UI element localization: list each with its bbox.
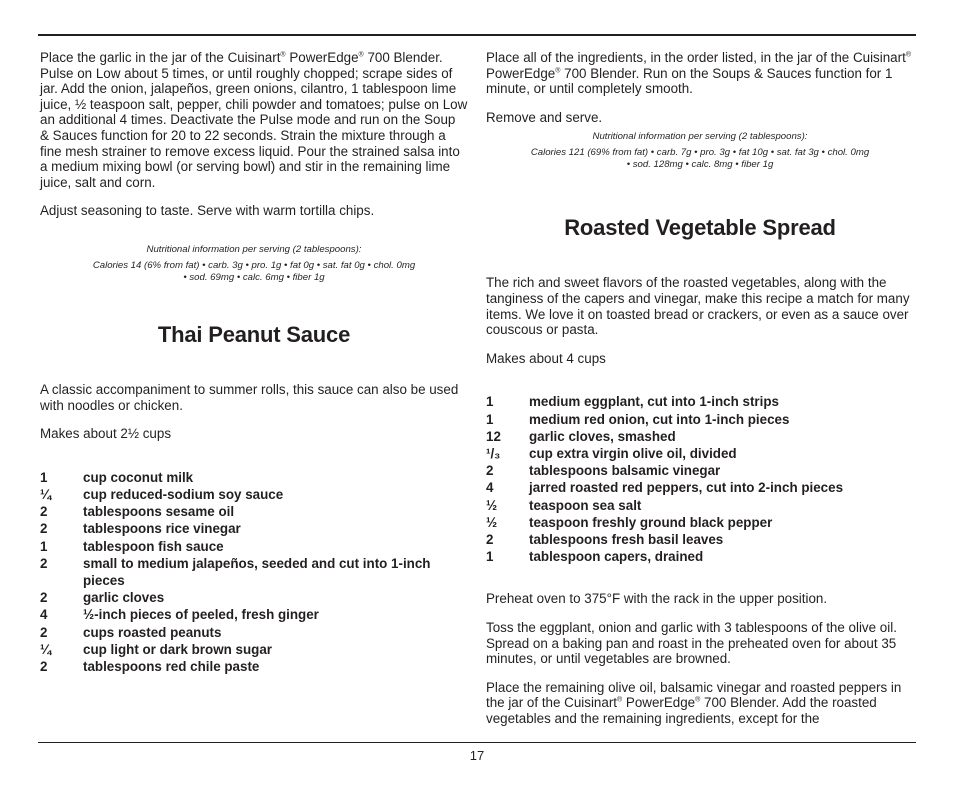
ingredient-row — [486, 548, 914, 565]
ingredient-text: cup light or dark brown sugar — [83, 641, 272, 657]
ingredient-text: cup reduced-sodium soy sauce — [83, 486, 284, 502]
veg-place-paragraph: Place the remaining olive oil, balsamic vinegar and roasted peppers in the jar of the Cuisinart® PowerEdge® 700 Blender. Add the roasted vegetables and the remaining ingredients, except for the — [486, 679, 902, 726]
veg-intro-paragraph: The rich and sweet flavors of the roasted vegetables, along with the tanginess of the capers and vinegar, make this recipe a match for many items. We love it on toasted bread or crackers, or even as a sauce over couscous or pasta. — [486, 275, 910, 338]
ingredient-text: teaspoon sea salt — [529, 497, 642, 513]
bottom-rule — [38, 742, 916, 743]
ingredient-row — [486, 514, 914, 531]
salsa-nutrition-block — [40, 244, 468, 284]
ingredient-text: garlic cloves — [83, 590, 165, 606]
ingredient-text: tablespoon capers, drained — [529, 549, 704, 565]
ingredient-text: tablespoons rice vinegar — [83, 521, 241, 537]
left-column — [40, 50, 468, 675]
ingredient-quantity: 2 — [40, 590, 48, 606]
ingredient-row — [40, 658, 468, 675]
ingredient-row — [40, 503, 468, 520]
ingredient-text: tablespoons red chile paste — [83, 658, 260, 674]
ingredient-quantity: 1 — [486, 411, 494, 427]
ingredient-row — [40, 589, 468, 606]
ingredient-text: medium eggplant, cut into 1-inch strips — [529, 394, 779, 410]
ingredient-quantity: 1 — [486, 549, 494, 565]
ingredient-row — [40, 486, 468, 503]
ingredient-row — [40, 641, 468, 658]
ingredient-row — [486, 497, 914, 514]
salsa-adjust-paragraph: Adjust seasoning to taste. Serve with warm tortilla chips. — [40, 203, 375, 219]
ingredient-text: cup coconut milk — [83, 469, 194, 485]
veg-toss-paragraph: Toss the eggplant, onion and garlic with 3 tablespoons of the olive oil. Spread on a baking pan and roast in the preheated oven for about 35 minutes, or until vegetables are browned. — [486, 619, 897, 667]
ingredient-text: cups roasted peanuts — [83, 624, 222, 640]
ingredient-text: tablespoons balsamic vinegar — [529, 463, 721, 479]
top-rule — [38, 34, 916, 36]
ingredient-text: tablespoon fish sauce — [83, 538, 224, 554]
page-number: 17 — [469, 748, 485, 763]
ingredient-text: ½-inch pieces of peeled, fresh ginger — [83, 607, 319, 623]
ingredient-text: cup extra virgin olive oil, divided — [529, 445, 737, 461]
ingredient-text: teaspoon freshly ground black pepper — [529, 514, 773, 530]
ingredient-quantity: ¹/₃ — [486, 445, 501, 461]
salsa-method-paragraph: Place the garlic in the jar of the Cuisinart® PowerEdge® 700 Blender. Pulse on Low about 5 times, or until roughly chopped; scrape sides of jar. Add the onion, jalapeños, green onions, cilantro, 1 tablespoon lime juice, ½ teaspoon salt, pepper, chili powder and tomatoes; pulse on Low an additional 4 times. Deactivate the Pulse mode and run on the Soup & Sauces function for 20 to 22 seconds. Strain the mixture through a fine mesh strainer to remove excess liquid. Pour the strained salsa into a medium mixing bowl (or serving bowl) and stir in the remaining lime juice, salt and corn. — [40, 50, 468, 190]
nutrition-line: Calories 14 (6% from fat) • carb. 3g • pro. 1g • fat 0g • sat. fat 0g • chol. 0mg — [92, 259, 416, 271]
ingredient-quantity: ¼ — [40, 486, 52, 502]
ingredient-row — [40, 538, 468, 555]
ingredient-quantity: 2 — [40, 555, 48, 571]
ingredient-quantity: 2 — [486, 531, 494, 547]
ingredient-row — [486, 462, 914, 479]
ingredient-row — [40, 624, 468, 641]
ingredient-row — [486, 411, 914, 428]
ingredient-quantity: 2 — [40, 658, 48, 674]
ingredient-row — [40, 555, 468, 589]
ingredient-row — [486, 479, 914, 496]
ingredient-quantity: 2 — [486, 463, 494, 479]
ingredient-text: tablespoons sesame oil — [83, 504, 235, 520]
nutrition-line: Calories 121 (69% from fat) • carb. 7g • pro. 3g • fat 10g • sat. fat 3g • chol. 0mg — [530, 147, 870, 159]
ingredient-row — [486, 393, 914, 410]
thai-ingredient-list — [40, 469, 468, 675]
ingredient-quantity: ½ — [486, 514, 498, 530]
nutrition-line: • sod. 69mg • calc. 6mg • fiber 1g — [183, 271, 325, 283]
nutrition-heading: Nutritional information per serving (2 tablespoons): — [146, 243, 362, 255]
ingredient-text: garlic cloves, smashed — [529, 428, 676, 444]
ingredient-row — [40, 469, 468, 486]
ingredient-quantity: 2 — [40, 521, 48, 537]
roasted-vegetable-spread-title: Roasted Vegetable Spread — [564, 215, 836, 241]
ingredient-row — [486, 445, 914, 462]
ingredient-quantity: 1 — [486, 394, 494, 410]
ingredient-text: small to medium jalapeños, seeded and cut into 1-inch pieces — [83, 555, 431, 588]
ingredient-row — [40, 520, 468, 537]
ingredient-quantity: 12 — [486, 428, 501, 444]
ingredient-quantity: 1 — [40, 469, 48, 485]
ingredient-quantity: 1 — [40, 538, 48, 554]
thai-yield: Makes about 2½ cups — [40, 426, 172, 442]
veg-ingredient-list — [486, 393, 914, 565]
ingredient-quantity: ¼ — [40, 641, 52, 657]
ingredient-row — [486, 428, 914, 445]
ingredient-quantity: 4 — [486, 480, 494, 496]
veg-preheat-paragraph: Preheat oven to 375°F with the rack in the upper position. — [486, 591, 828, 607]
ingredient-quantity: 4 — [40, 607, 48, 623]
nutrition-heading: Nutritional information per serving (2 tablespoons): — [592, 131, 808, 143]
ingredient-quantity: 2 — [40, 504, 48, 520]
ingredient-quantity: 2 — [40, 624, 48, 640]
ingredient-text: tablespoons fresh basil leaves — [529, 531, 724, 547]
thai-remove-paragraph: Remove and serve. — [486, 109, 603, 125]
thai-peanut-sauce-title: Thai Peanut Sauce — [157, 321, 351, 347]
ingredient-row — [486, 531, 914, 548]
thai-intro-paragraph: A classic accompaniment to summer rolls, this sauce can also be used with noodles or chicken. — [40, 381, 459, 413]
ingredient-quantity: ½ — [486, 497, 498, 513]
thai-nutrition-block — [486, 131, 914, 171]
ingredient-text: jarred roasted red peppers, cut into 2-inch pieces — [529, 480, 844, 496]
nutrition-line: • sod. 128mg • calc. 8mg • fiber 1g — [626, 159, 774, 171]
right-column — [486, 50, 914, 727]
ingredient-row — [40, 606, 468, 623]
ingredient-text: medium red onion, cut into 1-inch pieces — [529, 411, 790, 427]
veg-yield: Makes about 4 cups — [486, 350, 606, 366]
thai-method-paragraph: Place all of the ingredients, in the order listed, in the jar of the Cuisinart® PowerEdge® 700 Blender. Run on the Soups & Sauces function for 1 minute, or until completely smooth. — [486, 50, 911, 97]
